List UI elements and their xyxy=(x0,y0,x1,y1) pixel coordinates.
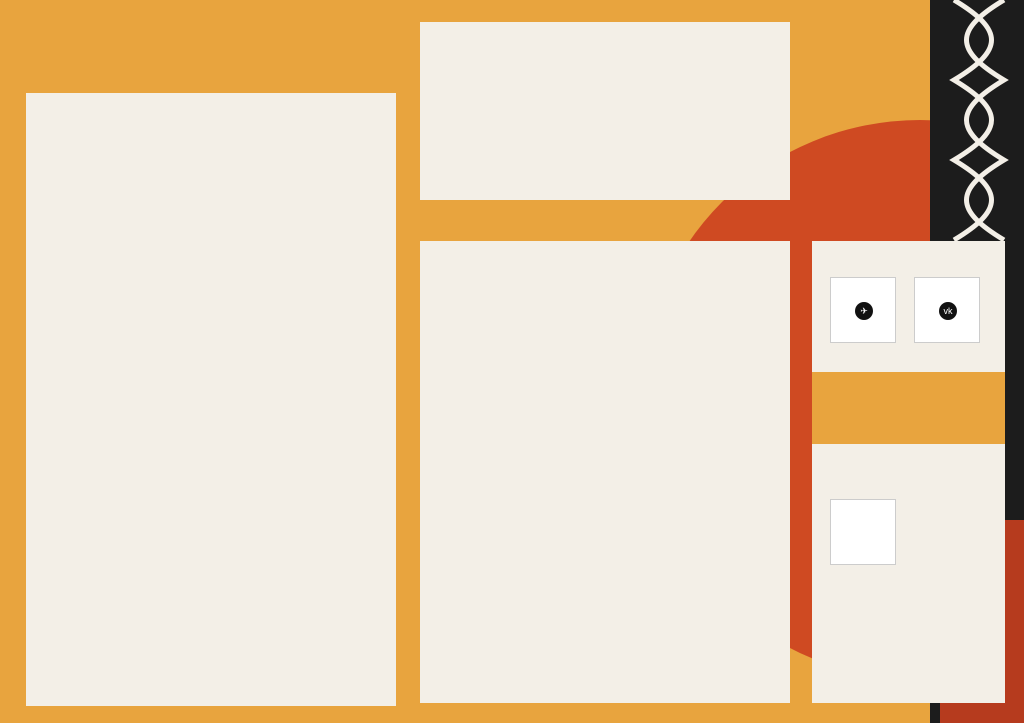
donation-qr[interactable] xyxy=(830,499,896,565)
decor-helix xyxy=(944,0,1014,260)
telegram-icon: ✈ xyxy=(855,302,873,320)
vk-icon: vk xyxy=(939,302,957,320)
schedule-panel-kids xyxy=(420,241,790,703)
telegram-qr[interactable] xyxy=(830,277,896,343)
vk-qr[interactable] xyxy=(914,277,980,343)
organizer-band xyxy=(812,372,1005,444)
schedule-panel-main xyxy=(26,93,396,706)
schedule-panel-continued xyxy=(420,22,790,200)
info-sidebar xyxy=(812,241,1005,703)
